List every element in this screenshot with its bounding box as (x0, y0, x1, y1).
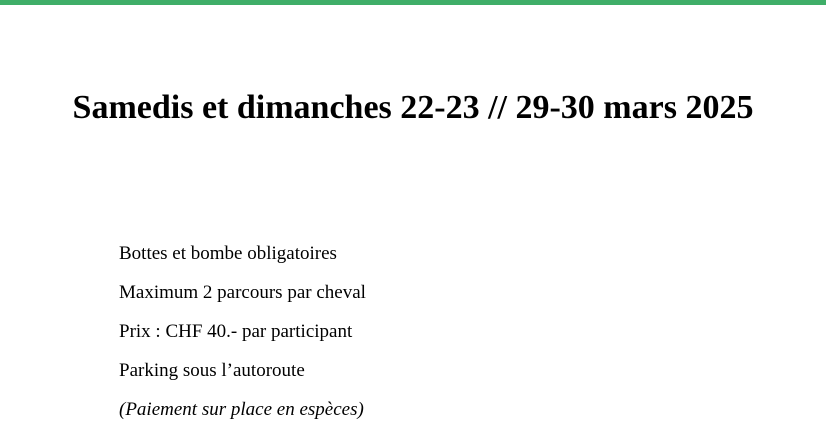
info-item-max-courses: Maximum 2 parcours par cheval (119, 282, 366, 303)
info-list (119, 234, 366, 429)
info-item-boots-helmet: Bottes et bombe obligatoires (119, 243, 337, 264)
info-item-parking: Parking sous l’autoroute (119, 360, 305, 381)
page-title: Samedis et dimanches 22-23 // 29-30 mars 2025 (72, 89, 754, 126)
info-item-price: Prix : CHF 40.- par participant (119, 321, 353, 342)
top-accent-bar (0, 0, 826, 5)
payment-note: (Paiement sur place en espèces) (119, 399, 364, 420)
